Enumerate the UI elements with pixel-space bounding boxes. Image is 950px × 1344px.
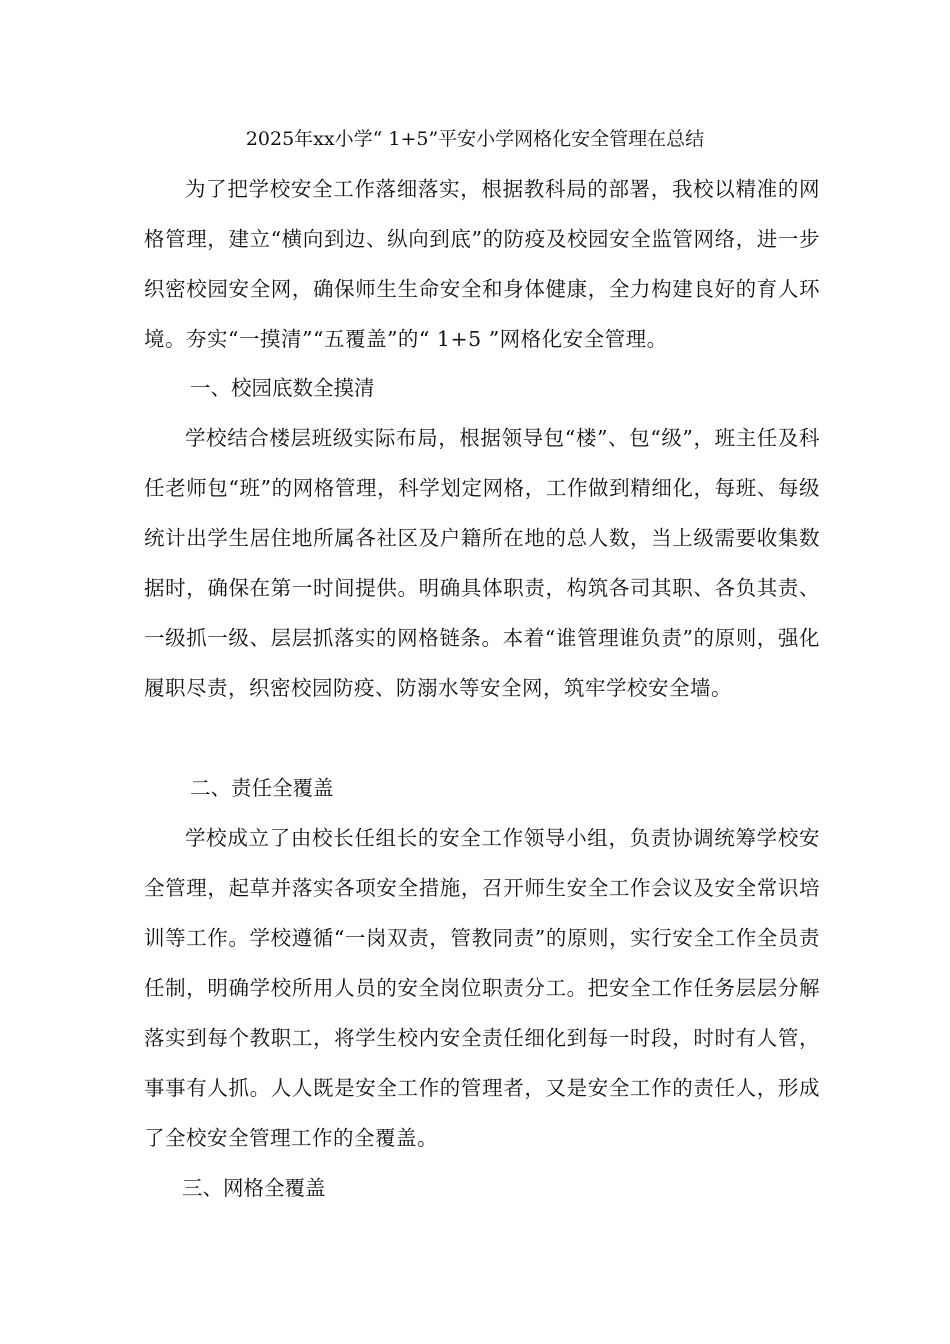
heading-section-3: 三、网格全覆盖 bbox=[182, 1176, 326, 1200]
heading-section-2: 二、责任全覆盖 bbox=[190, 776, 334, 800]
document-title: 2025年xx小学“ 1+5”平安小学网格化安全管理在总结 bbox=[245, 128, 705, 150]
paragraph-section-2: 学校成立了由校长任组长的安全工作领导小组，负责协调统筹学校安全管理，起草并落实各项安全措施，召开师生安全工作会议及安全常识培训等工作。学校遵循“一岗双责，管教同责”的原则，实行安全工作全员责任制，明确学校所用人员的安全岗位职责分工。把安全工作任务层层分解落实到每个教职工，将学生校内安全责任细化到每一时段，时时有人管，事事有人抓。人人既是安全工作的管理者，又是安全工作的责任人，形成了全校安全管理工作的全覆盖。 bbox=[144, 826, 820, 1150]
heading-section-1: 一、校园底数全摸清 bbox=[190, 376, 375, 400]
paragraph-section-1: 学校结合楼层班级实际布局，根据领导包“楼”、包“级”，班主任及科任老师包“班”的网格管理，科学划定网格，工作做到精细化，每班、每级统计出学生居住地所属各社区及户籍所在地的总人数，当上级需要收集数据时，确保在第一时间提供。明确具体职责，构筑各司其职、各负其责、一级抓一级、层层抓落实的网格链条。本着“谁管理谁负责”的原则，强化履职尽责，织密校园防疫、防溺水等安全网，筑牢学校安全墙。 bbox=[144, 426, 820, 700]
paragraph-intro: 为了把学校安全工作落细落实，根据教科局的部署，我校以精准的网格管理，建立“横向到边、纵向到底”的防疫及校园安全监管网络，进一步织密校园安全网，确保师生生命安全和身体健康，全力构建良好的育人环境。夯实“一摸清”“五覆盖”的“ 1+5 ”网格化安全管理。 bbox=[144, 177, 820, 351]
